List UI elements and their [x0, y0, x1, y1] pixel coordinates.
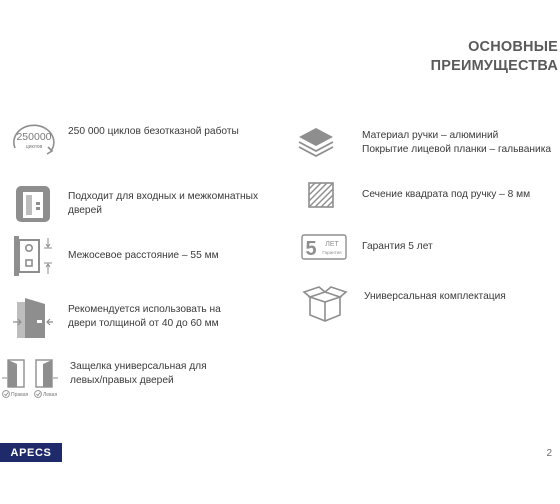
feature-line: левых/правых дверей — [70, 375, 174, 386]
feature-universal-latch — [0, 356, 207, 402]
box-icon — [302, 285, 348, 323]
feature-distance — [10, 234, 219, 278]
hatched-square-icon — [306, 180, 336, 210]
cycle-number: 250000 — [16, 131, 52, 143]
feature-line: Универсальная комплектация — [364, 291, 506, 302]
material-layers-icon — [296, 124, 336, 162]
door-frame-icon — [10, 183, 56, 225]
warranty-badge-icon — [300, 232, 348, 262]
title-line-1: ОСНОВНЫЕ — [468, 39, 558, 55]
warranty-caption: Гарантия — [322, 250, 342, 255]
feature-line: Сечение квадрата под ручку – 8 мм — [362, 189, 531, 200]
feature-line: Межосевое расстояние – 55 мм — [68, 250, 219, 261]
warranty-number: 5 — [305, 238, 317, 260]
feature-line: Материал ручки – алюминий — [362, 130, 499, 141]
feature-text — [362, 240, 433, 254]
feature-line: двери толщиной от 40 до 60 мм — [68, 318, 219, 329]
feature-text — [362, 129, 551, 157]
feature-door-type — [10, 183, 258, 225]
feature-text — [70, 360, 207, 388]
feature-text — [68, 125, 239, 139]
feature-line: дверей — [68, 205, 102, 216]
feature-text — [68, 249, 219, 263]
right-door-label: Правая — [11, 392, 29, 398]
feature-square-section — [306, 180, 530, 210]
feature-kit — [302, 285, 506, 323]
cycle-counter-icon — [6, 118, 62, 160]
warranty-unit: ЛЕТ — [325, 241, 339, 248]
door-thickness-icon — [10, 294, 56, 340]
feature-text — [68, 190, 258, 218]
title-line-2: ПРЕИМУЩЕСТВА — [430, 58, 558, 74]
feature-text — [364, 290, 506, 304]
feature-line: Защелка универсальная для — [70, 361, 207, 372]
feature-material — [296, 124, 551, 162]
feature-warranty — [300, 232, 433, 262]
lock-distance-icon — [10, 234, 56, 278]
apecs-logo: APECS — [0, 443, 62, 462]
cycle-caption: циклов — [25, 144, 43, 150]
feature-line: Подходит для входных и межкомнатных — [68, 191, 259, 202]
page-number: 2 — [546, 448, 552, 459]
left-right-door-icon — [0, 356, 64, 402]
feature-text — [68, 303, 221, 331]
left-door-label: Левая — [43, 392, 58, 398]
feature-line: Покрытие лицевой планки – гальваника — [362, 144, 552, 155]
feature-thickness — [10, 294, 221, 340]
feature-line: 250 000 циклов безотказной работы — [68, 126, 239, 137]
feature-line: Рекомендуется использовать на — [68, 304, 221, 315]
page-title — [431, 38, 558, 76]
feature-text — [362, 188, 530, 202]
feature-cycles — [6, 118, 239, 160]
feature-line: Гарантия 5 лет — [362, 241, 433, 252]
